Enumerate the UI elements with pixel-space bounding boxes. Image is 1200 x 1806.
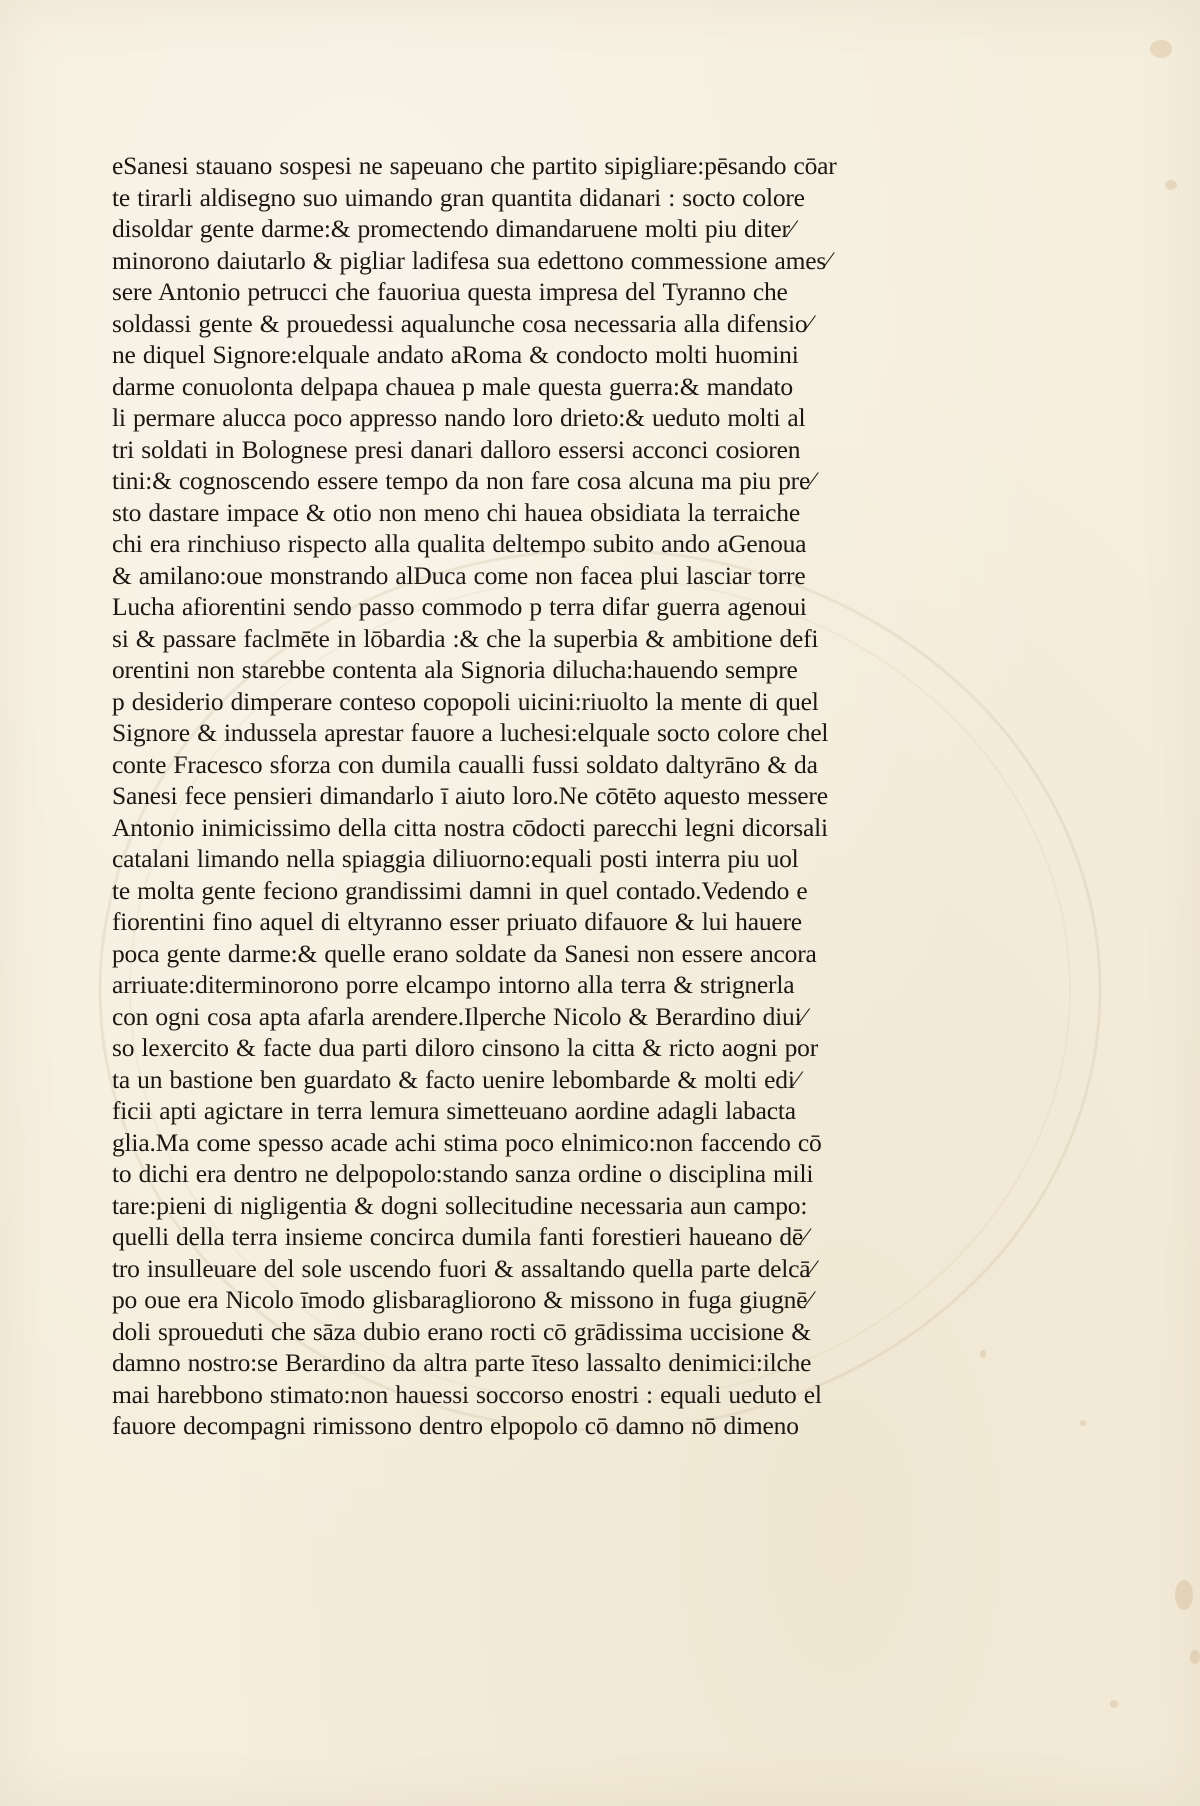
text-line: darme conuolonta delpapa chauea p male questa guerra:& mandato [112, 371, 793, 401]
text-line: soldassi gente & prouedessi aqualunche cosa necessaria alla difensio⁄ [112, 308, 812, 338]
text-line: Lucha afiorentini sendo passo commodo p terra difar guerra agenoui [112, 592, 807, 621]
foxing-spot [1165, 180, 1177, 190]
text-line: sere Antonio petrucci che fauoriua questa impresa del Tyranno che [112, 277, 788, 306]
text-line: fiorentini fino aquel di eltyranno esser priuato difauore & lui hauere [112, 907, 802, 936]
foxing-spot [1150, 40, 1172, 58]
text-line: ne diquel Signore:elquale andato aRoma & condocto molti huomini [112, 340, 799, 369]
text-line: so lexercito & facte dua parti diloro cinsono la citta & ricto aogni por [112, 1033, 819, 1062]
text-line: po oue era Nicolo īmodo glisbaragliorono & missono in fuga giugnē⁄ [112, 1285, 812, 1314]
text-line: tro insulleuare del sole uscendo fuori & assaltando quella parte delcā⁄ [112, 1253, 815, 1283]
text-line: damno nostro:se Berardino da altra parte īteso lassalto denimici:ilche [112, 1348, 812, 1377]
text-line: glia.Ma come spesso acade achi stima poco elnimico:non faccendo cō [112, 1127, 822, 1157]
text-line: catalani limando nella spiaggia diliuorno:equali posti interra piu uol [112, 844, 799, 873]
text-line: te tirarli aldisegno suo uimando gran quantita didanari : socto colore [112, 182, 805, 212]
text-line: fauore decompagni rimissono dentro elpopolo cō damno nō dimeno [112, 1411, 799, 1440]
text-line: arriuate:diterminorono porre elcampo intorno alla terra & strignerla [112, 970, 795, 999]
text-line: tini:& cognoscendo essere tempo da non fare cosa alcuna ma piu pre⁄ [112, 466, 815, 495]
text-line: p desiderio dimperare conteso copopoli uicini:riuolto la mente di quel [112, 686, 819, 716]
text-line: te molta gente feciono grandissimi damni in quel contado.Vedendo e [112, 875, 808, 905]
foxing-spot [980, 1350, 986, 1358]
text-line: to dichi era dentro ne delpopolo:stando sanza ordine o disciplina mili [112, 1159, 814, 1188]
incunabulum-text-block [112, 150, 902, 1442]
text-line: li permare alucca poco appresso nando loro drieto:& ueduto molti al [112, 403, 806, 432]
text-line: con ogni cosa apta afarla arendere.Ilperche Nicolo & Berardino diui⁄ [112, 1001, 806, 1031]
foxing-spot [1175, 1580, 1193, 1610]
foxing-spot [1110, 1700, 1118, 1708]
text-line: ficii apti agictare in terra lemura simetteuano aordine adagli labacta [112, 1096, 796, 1125]
text-line: disoldar gente darme:& promectendo dimandaruene molti piu diter⁄ [112, 214, 794, 243]
text-line: eSanesi stauano sospesi ne sapeuano che partito sipigliare:pēsando cōar [112, 151, 837, 180]
text-line: ta un bastione ben guardato & facto uenire lebombarde & molti edi⁄ [112, 1064, 799, 1094]
text-line: mai harebbono stimato:non hauessi soccorso enostri : equali ueduto el [112, 1379, 822, 1409]
text-line: quelli della terra insieme concirca dumila fanti forestieri haueano dē⁄ [112, 1222, 808, 1251]
text-line: poca gente darme:& quelle erano soldate da Sanesi non essere ancora [112, 938, 817, 968]
text-line: doli sproueduti che sāza dubio erano rocti cō grādissima uccisione & [112, 1316, 811, 1346]
text-line: si & passare faclmēte in lōbardia :& che la superbia & ambitione defi [112, 623, 819, 653]
text-line: Antonio inimicissimo della citta nostra cōdocti parecchi legni dicorsali [112, 812, 828, 842]
text-line: chi era rinchiuso rispecto alla qualita deltempo subito ando aGenoua [112, 529, 807, 558]
text-line: orentini non starebbe contenta ala Signoria dilucha:hauendo sempre [112, 655, 798, 684]
text-line: tri soldati in Bolognese presi danari dalloro essersi acconci cosioren [112, 434, 801, 464]
text-line: sto dastare impace & otio non meno chi hauea obsidiata la terraiche [112, 497, 800, 527]
foxing-spot [1080, 1420, 1086, 1426]
text-line: tare:pieni di nigligentia & dogni sollecitudine necessaria aun campo: [112, 1190, 808, 1220]
text-line: minorono daiutarlo & pigliar ladifesa sua edettono commessione ames⁄ [112, 245, 831, 275]
text-line: Sanesi fece pensieri dimandarlo ī aiuto loro.Ne cōtēto aquesto messere [112, 781, 828, 810]
text-line: conte Fracesco sforza con dumila caualli fussi soldato daltyrāno & da [112, 749, 818, 779]
text-line: & amilano:oue monstrando alDuca come non facea plui lasciar torre [112, 560, 806, 590]
foxing-spot [1190, 1650, 1200, 1664]
text-line: Signore & indussela aprestar fauore a luchesi:elquale socto colore chel [112, 718, 829, 747]
